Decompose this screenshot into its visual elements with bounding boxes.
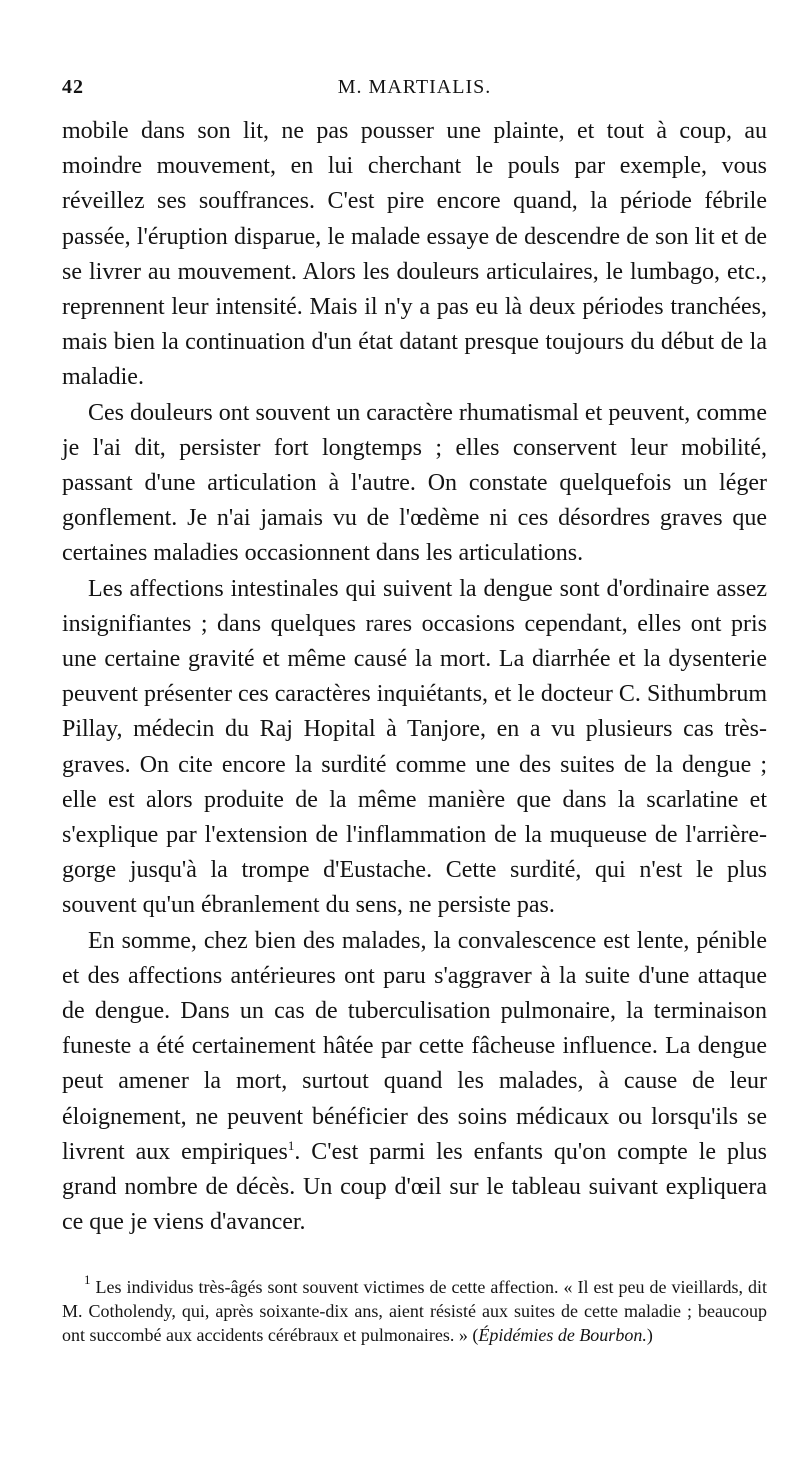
paragraph-intestinal-affections: Les affections intestinales qui suivent la dengue sont d'ordinaire assez insignifiantes ; dans quelques rares occasions cependant, elles ont pris une certaine gravité et même causé la mort. La diarrhée et la dysenterie peuvent présenter ces caractères inquiétants, et le docteur C. Sithumbrum Pillay, médecin du Raj Hopital à Tanjore, en a vu plusieurs cas très-graves. On cite encore la surdité comme une des suites de la dengue ; elle est alors produite de la même manière que dans la scarlatine et s'explique par l'extension de l'inflammation de la muqueuse de l'arrière-gorge jusqu'à la trompe d'Eustache. Cette surdité, qui n'est le plus souvent qu'un ébranlement du sens, ne persiste pas.: [62, 575, 767, 919]
footnote-text: Les individus très-âgés sont souvent victimes de cette affection. « Il est peu de vieillards, dit M. Cotholendy, qui, après soixante-dix ans, aient résisté aux suites de cette maladie ; beaucoup ont succombé aux accidents cérébraux et pulmonaires. » (: [62, 1277, 767, 1345]
paragraph-convalescence-text: En somme, chez bien des malades, la convalescence est lente, pénible et des affections antérieures ont paru s'aggraver à la suite d'une attaque de dengue. Dans un cas de tuberculisation pulmonaire, la terminaison funeste a été certainement hâtée par cette fâcheuse influence. La dengue peut amener la mort, surtout quand les malades, à cause de leur éloignement, ne peuvent bénéficier des soins médicaux ou lorsqu'ils se livrent aux empiriques: [62, 927, 767, 1165]
footnote: [62, 1272, 767, 1347]
paragraph-convalescence-end: . C'est parmi les enfants qu'on compte le plus grand nombre de décès. Un coup d'œil sur le tableau suivant expliquera ce que je viens d'avancer.: [62, 1138, 767, 1236]
footnote-marker: 1: [84, 1272, 91, 1287]
page-number: 42: [62, 76, 84, 98]
footnote-reference: 1: [287, 1137, 295, 1153]
running-header: [62, 76, 767, 102]
footnote-source: Épidémies de Bourbon.: [478, 1325, 647, 1345]
main-text: [62, 114, 767, 1241]
paragraph-convalescence: [62, 924, 767, 1241]
footnote-paragraph: [62, 1272, 767, 1347]
paragraph-continued: mobile dans son lit, ne pas pousser une plainte, et tout à coup, au moindre mouvement, en lui cherchant le pouls par exemple, vous réveillez ses souffrances. C'est pire encore quand, la période fébrile passée, l'éruption disparue, le malade essaye de descendre de son lit et de se livrer au mouvement. Alors les douleurs articulaires, le lumbago, etc., reprennent leur intensité. Mais il n'y a pas eu là deux périodes tranchées, mais bien la continuation d'un état datant presque toujours du début de la maladie.: [62, 118, 767, 391]
running-title: M. MARTIALIS.: [337, 76, 492, 98]
footnote-close: ): [646, 1325, 653, 1345]
paragraph-rheumatism: Ces douleurs ont souvent un caractère rhumatismal et peuvent, comme je l'ai dit, persister fort longtemps ; elles conservent leur mobilité, passant d'une articulation à l'autre. On constate quelquefois un léger gonflement. Je n'ai jamais vu de l'œdème ni ces désordres graves que certaines maladies occasionnent dans les articulations.: [62, 399, 767, 567]
